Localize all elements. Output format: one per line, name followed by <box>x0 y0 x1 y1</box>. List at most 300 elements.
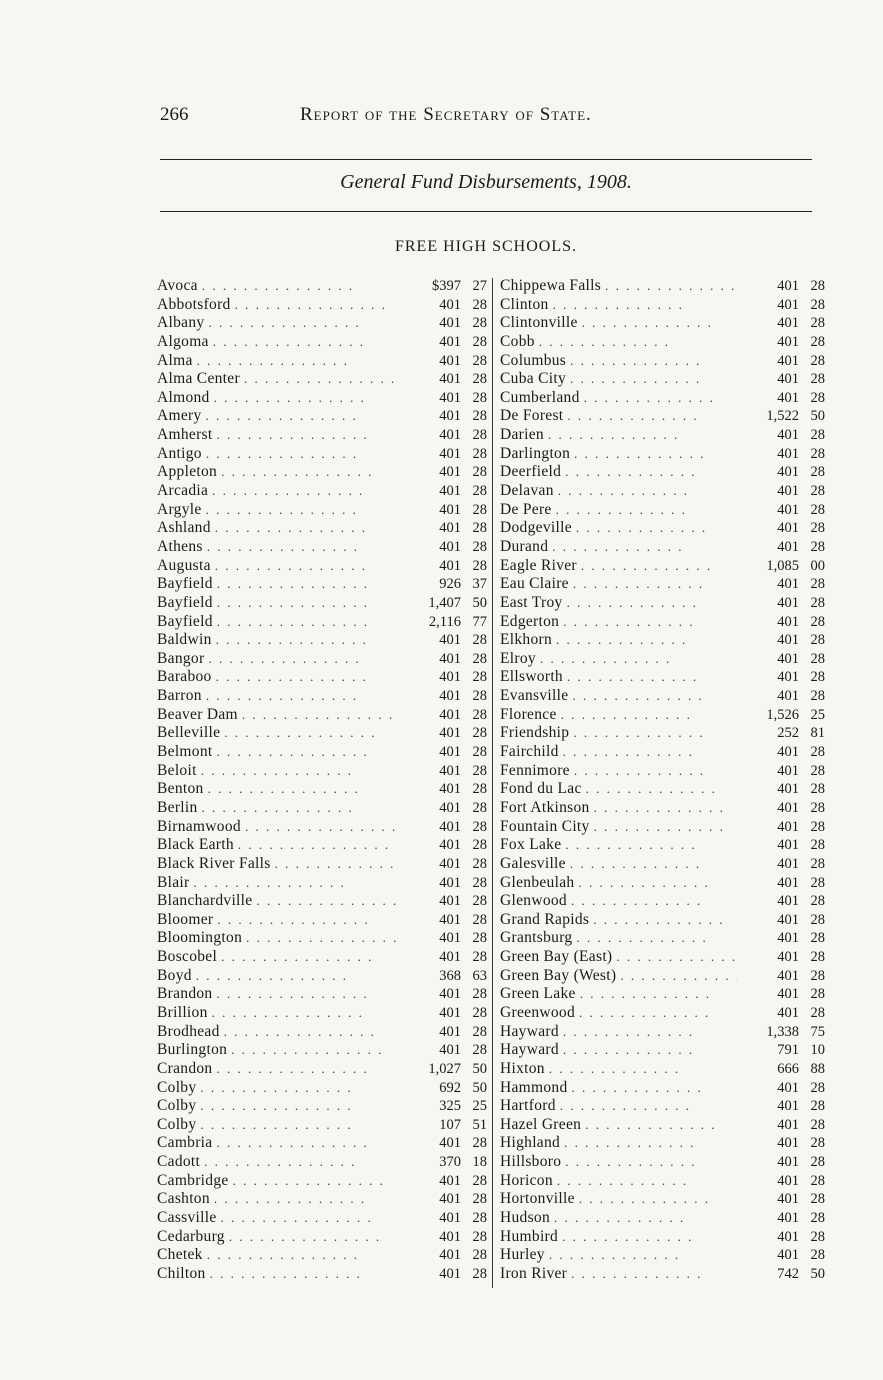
amount-cents: 28 <box>472 1191 487 1208</box>
school-name: Augusta <box>157 556 211 574</box>
school-name: Evansville <box>500 687 569 705</box>
column-divider <box>492 278 493 1288</box>
table-row <box>500 389 825 408</box>
school-name: De Forest <box>500 407 564 425</box>
amount-dollars: 401 <box>439 762 461 779</box>
table-row <box>157 501 487 520</box>
amount-cents: 28 <box>810 333 825 350</box>
amount-cents: 28 <box>472 632 487 649</box>
school-name: Glenwood <box>500 892 567 910</box>
dot-leader <box>206 445 356 464</box>
amount-cents: 28 <box>810 762 825 779</box>
bottom-rule <box>160 211 812 212</box>
school-name: Columbus <box>500 351 567 369</box>
amount-cents: 28 <box>810 781 825 798</box>
table-row <box>500 445 825 464</box>
table-row <box>500 724 825 743</box>
amount-cents: 00 <box>810 557 825 574</box>
school-name: Fennimore <box>500 761 570 779</box>
table-row <box>157 631 487 650</box>
table-row <box>500 892 825 911</box>
table-row <box>500 874 825 893</box>
table-row <box>500 426 825 445</box>
amount-dollars: 401 <box>439 1023 461 1040</box>
table-row <box>500 1190 825 1209</box>
amount-cents: 28 <box>810 632 825 649</box>
dot-leader <box>216 1060 366 1079</box>
table-row <box>157 277 487 296</box>
amount-dollars: 1,338 <box>766 1023 799 1040</box>
school-name: Hayward <box>500 1041 559 1059</box>
amount-cents: 28 <box>810 352 825 369</box>
table-row <box>157 1097 487 1116</box>
school-name: Colby <box>157 1115 197 1133</box>
school-name: Green Bay (West) <box>500 966 617 984</box>
table-row <box>157 389 487 408</box>
amount-dollars: 1,085 <box>766 557 799 574</box>
amount-dollars: 401 <box>777 501 799 518</box>
school-name: Grantsburg <box>500 929 573 947</box>
school-name: Friendship <box>500 724 570 742</box>
table-row <box>500 985 825 1004</box>
dot-leader <box>571 1265 701 1284</box>
school-name: Chilton <box>157 1264 206 1282</box>
dot-leader <box>585 1116 715 1135</box>
amount-cents: 28 <box>810 576 825 593</box>
amount-dollars: 401 <box>439 949 461 966</box>
amount-cents: 28 <box>810 1004 825 1021</box>
dot-leader <box>573 724 703 743</box>
school-name: Brandon <box>157 985 213 1003</box>
dot-leader <box>567 668 697 687</box>
page-number: 266 <box>160 104 189 125</box>
school-name: Appleton <box>157 463 218 481</box>
amount-cents: 28 <box>472 557 487 574</box>
school-name: Glenbeulah <box>500 873 575 891</box>
school-name: Bayfield <box>157 575 213 593</box>
amount-cents: 28 <box>810 893 825 910</box>
amount-dollars: 401 <box>439 1247 461 1264</box>
amount-dollars: 742 <box>777 1265 799 1282</box>
dot-leader <box>256 892 399 911</box>
school-name: Beaver Dam <box>157 705 238 723</box>
school-name: Colby <box>157 1078 197 1096</box>
amount-dollars: 401 <box>439 1004 461 1021</box>
table-row <box>157 762 487 781</box>
table-row <box>157 892 487 911</box>
table-row <box>500 296 825 315</box>
amount-cents: 28 <box>472 1228 487 1245</box>
dot-leader <box>215 519 365 538</box>
amount-cents: 28 <box>472 315 487 332</box>
amount-dollars: 401 <box>439 1265 461 1282</box>
dot-leader <box>562 1228 692 1247</box>
amount-dollars: 926 <box>439 576 461 593</box>
dot-leader <box>224 1023 374 1042</box>
amount-cents: 28 <box>472 706 487 723</box>
dot-leader <box>200 1079 350 1098</box>
school-name: Greenwood <box>500 1003 576 1021</box>
amount-cents: 50 <box>810 408 825 425</box>
dot-leader <box>579 1190 709 1209</box>
amount-cents: 75 <box>810 1023 825 1040</box>
school-name: Boscobel <box>157 948 218 966</box>
amount-cents: 27 <box>472 278 487 294</box>
amount-dollars: 107 <box>439 1116 461 1133</box>
dot-leader <box>565 1153 695 1172</box>
amount-cents: 28 <box>472 893 487 910</box>
table-row <box>157 613 487 632</box>
dot-leader <box>246 929 396 948</box>
dot-leader <box>549 1246 679 1265</box>
amount-dollars: 401 <box>777 520 799 537</box>
dot-leader <box>586 780 716 799</box>
school-name: Hillsboro <box>500 1153 562 1171</box>
table-row <box>500 1228 825 1247</box>
amount-dollars: 401 <box>777 799 799 816</box>
amount-dollars: 401 <box>777 781 799 798</box>
amount-cents: 28 <box>472 445 487 462</box>
table-row <box>157 874 487 893</box>
dot-leader <box>194 874 344 893</box>
amount-dollars: 401 <box>439 483 461 500</box>
amount-dollars: 692 <box>439 1079 461 1096</box>
school-name: Fountain City <box>500 817 590 835</box>
amount-cents: 28 <box>472 744 487 761</box>
dot-leader <box>229 1228 379 1247</box>
school-name: Hudson <box>500 1209 551 1227</box>
table-row <box>500 1041 825 1060</box>
amount-dollars: 401 <box>439 315 461 332</box>
school-name: Grand Rapids <box>500 910 590 928</box>
amount-dollars: 401 <box>439 781 461 798</box>
school-name: Cuba City <box>500 370 566 388</box>
table-row <box>157 687 487 706</box>
amount-cents: 28 <box>472 333 487 350</box>
table-row <box>500 1023 825 1042</box>
amount-dollars: 401 <box>439 837 461 854</box>
amount-cents: 28 <box>472 483 487 500</box>
table-row <box>157 855 487 874</box>
dot-leader <box>616 948 737 967</box>
table-row <box>500 631 825 650</box>
school-name: Alma Center <box>157 370 240 388</box>
table-row <box>157 426 487 445</box>
table-row <box>157 575 487 594</box>
school-name: Athens <box>157 537 203 555</box>
school-name: Cashton <box>157 1190 210 1208</box>
dot-leader <box>581 557 711 576</box>
school-name: Elkhorn <box>500 631 553 649</box>
amount-dollars: 401 <box>777 315 799 332</box>
school-name: Hurley <box>500 1246 545 1264</box>
right-column <box>500 277 825 1284</box>
amount-dollars: 401 <box>439 445 461 462</box>
dot-leader <box>565 836 695 855</box>
table-row <box>157 538 487 557</box>
school-name: Iron River <box>500 1264 568 1282</box>
amount-dollars: 401 <box>439 389 461 406</box>
amount-dollars: 791 <box>777 1042 799 1059</box>
amount-cents: 28 <box>810 688 825 705</box>
table-row <box>157 1023 487 1042</box>
amount-cents: 28 <box>472 538 487 555</box>
school-name: Cadott <box>157 1153 201 1171</box>
table-row <box>500 1153 825 1172</box>
table-row <box>500 463 825 482</box>
dot-leader <box>217 575 367 594</box>
amount-cents: 28 <box>472 818 487 835</box>
table-row <box>157 1153 487 1172</box>
amount-cents: 28 <box>810 483 825 500</box>
amount-dollars: 401 <box>777 1228 799 1245</box>
amount-cents: 28 <box>472 986 487 1003</box>
amount-dollars: 401 <box>439 520 461 537</box>
school-name: Chetek <box>157 1246 203 1264</box>
table-row <box>157 1190 487 1209</box>
amount-dollars: 325 <box>439 1098 461 1115</box>
table-row <box>157 724 487 743</box>
school-name: Clinton <box>500 295 549 313</box>
school-name: Hixton <box>500 1059 545 1077</box>
school-name: Humbird <box>500 1227 559 1245</box>
dot-leader <box>210 1265 360 1284</box>
amount-cents: 28 <box>810 650 825 667</box>
dot-leader <box>563 613 693 632</box>
amount-dollars: 401 <box>777 483 799 500</box>
amount-dollars: 401 <box>777 1098 799 1115</box>
amount-dollars: 401 <box>777 389 799 406</box>
table-row <box>500 818 825 837</box>
table-row <box>157 407 487 426</box>
school-name: Amherst <box>157 426 213 444</box>
dot-leader <box>574 445 704 464</box>
school-name: Edgerton <box>500 612 560 630</box>
table-row <box>500 948 825 967</box>
table-row <box>157 1265 487 1284</box>
table-row <box>157 463 487 482</box>
dot-leader <box>563 1023 693 1042</box>
school-name: Burlington <box>157 1041 228 1059</box>
table-row <box>157 911 487 930</box>
amount-dollars: 401 <box>439 1042 461 1059</box>
school-name: Chippewa Falls <box>500 277 602 294</box>
table-row <box>500 911 825 930</box>
amount-cents: 28 <box>472 762 487 779</box>
dot-leader <box>565 463 695 482</box>
amount-cents: 28 <box>810 967 825 984</box>
school-name: Fond du Lac <box>500 780 582 798</box>
amount-dollars: 401 <box>439 650 461 667</box>
dot-leader <box>206 687 356 706</box>
dot-leader <box>554 1209 684 1228</box>
school-name: Highland <box>500 1134 561 1152</box>
amount-dollars: 401 <box>777 1191 799 1208</box>
amount-dollars: 401 <box>439 744 461 761</box>
dot-leader <box>215 557 365 576</box>
amount-cents: 28 <box>810 1154 825 1171</box>
table-row <box>500 1097 825 1116</box>
amount-dollars: 252 <box>777 725 799 742</box>
amount-cents: 25 <box>810 706 825 723</box>
dot-leader <box>576 929 706 948</box>
school-name: Alma <box>157 351 193 369</box>
dot-leader <box>574 762 704 781</box>
dot-leader <box>572 1079 702 1098</box>
school-name: Hayward <box>500 1022 559 1040</box>
school-name: Arcadia <box>157 482 209 500</box>
dot-leader <box>275 855 399 874</box>
table-row <box>157 594 487 613</box>
amount-dollars: 401 <box>777 613 799 630</box>
dot-leader <box>216 426 366 445</box>
amount-dollars: 401 <box>439 818 461 835</box>
table-row <box>157 1004 487 1023</box>
dot-leader <box>217 911 367 930</box>
school-name: Belleville <box>157 724 221 742</box>
amount-cents: 50 <box>472 1079 487 1096</box>
table-row <box>500 1060 825 1079</box>
amount-dollars: 401 <box>777 632 799 649</box>
table-row <box>500 762 825 781</box>
amount-cents: 28 <box>472 352 487 369</box>
school-name: Argyle <box>157 500 202 518</box>
dot-leader <box>605 277 735 296</box>
dot-leader <box>207 1246 357 1265</box>
table-row <box>157 314 487 333</box>
amount-cents: 50 <box>472 1060 487 1077</box>
amount-cents: 28 <box>810 874 825 891</box>
dot-leader <box>238 836 388 855</box>
amount-cents: 28 <box>810 278 825 294</box>
amount-dollars: 401 <box>777 855 799 872</box>
amount-cents: 28 <box>810 837 825 854</box>
amount-dollars: 401 <box>439 352 461 369</box>
running-title: Report of the Secretary of State. <box>300 104 592 125</box>
table-row <box>500 557 825 576</box>
dot-leader <box>563 1041 693 1060</box>
school-name: Baraboo <box>157 668 212 686</box>
amount-dollars: 401 <box>777 576 799 593</box>
dot-leader <box>579 1004 709 1023</box>
school-name: East Troy <box>500 593 563 611</box>
amount-dollars: 401 <box>777 1116 799 1133</box>
dot-leader <box>567 594 697 613</box>
school-name: Algoma <box>157 332 209 350</box>
amount-dollars: 401 <box>439 874 461 891</box>
table-row <box>500 333 825 352</box>
dot-leader <box>552 538 682 557</box>
table-row <box>500 277 825 296</box>
school-name: Green Lake <box>500 985 576 1003</box>
amount-cents: 28 <box>472 669 487 686</box>
amount-dollars: 401 <box>439 706 461 723</box>
table-row <box>500 929 825 948</box>
dot-leader <box>221 1209 371 1228</box>
dot-leader <box>620 967 737 986</box>
amount-cents: 28 <box>810 1079 825 1096</box>
amount-dollars: 401 <box>439 911 461 928</box>
amount-dollars: 1,522 <box>766 408 799 425</box>
dot-leader <box>571 892 701 911</box>
school-name: Delavan <box>500 482 554 500</box>
amount-cents: 28 <box>472 799 487 816</box>
dot-leader <box>556 501 686 520</box>
school-name: Cumberland <box>500 388 580 406</box>
amount-dollars: 401 <box>777 427 799 444</box>
amount-dollars: 401 <box>777 986 799 1003</box>
amount-dollars: 401 <box>777 762 799 779</box>
dot-leader <box>213 333 363 352</box>
amount-cents: 77 <box>472 613 487 630</box>
amount-cents: 28 <box>810 501 825 518</box>
school-name: Blair <box>157 873 190 891</box>
amount-dollars: 401 <box>439 296 461 313</box>
amount-dollars: 401 <box>439 986 461 1003</box>
table-row <box>500 1079 825 1098</box>
school-name: Cobb <box>500 332 535 350</box>
school-name: Fort Atkinson <box>500 798 590 816</box>
amount-cents: 28 <box>810 1135 825 1152</box>
school-name: Bayfield <box>157 612 213 630</box>
table-row <box>500 482 825 501</box>
dot-leader <box>576 519 706 538</box>
dot-leader <box>540 650 670 669</box>
amount-dollars: 401 <box>777 911 799 928</box>
school-name: Eau Claire <box>500 575 569 593</box>
dot-leader <box>208 314 358 333</box>
dot-leader <box>572 687 702 706</box>
dot-leader <box>224 724 374 743</box>
table-row <box>500 1209 825 1228</box>
dot-leader <box>567 407 697 426</box>
dot-leader <box>202 277 352 296</box>
amount-dollars: 401 <box>439 408 461 425</box>
school-name: Baldwin <box>157 631 212 649</box>
amount-cents: 28 <box>810 427 825 444</box>
amount-cents: 28 <box>810 613 825 630</box>
table-row <box>157 1209 487 1228</box>
school-name: Cedarburg <box>157 1227 225 1245</box>
school-name: Belmont <box>157 743 213 761</box>
amount-dollars: 401 <box>777 837 799 854</box>
dot-leader <box>208 650 358 669</box>
amount-dollars: 401 <box>777 333 799 350</box>
table-row <box>500 1246 825 1265</box>
school-name: Bayfield <box>157 593 213 611</box>
amount-cents: 28 <box>810 296 825 313</box>
amount-dollars: 401 <box>439 464 461 481</box>
school-name: Hartford <box>500 1097 556 1115</box>
amount-cents: 28 <box>472 911 487 928</box>
table-row <box>500 668 825 687</box>
amount-cents: 28 <box>810 855 825 872</box>
dot-leader <box>557 1172 687 1191</box>
amount-cents: 28 <box>810 1210 825 1227</box>
amount-cents: 28 <box>472 1172 487 1189</box>
table-row <box>500 855 825 874</box>
table-row <box>500 967 825 986</box>
dot-leader <box>233 1172 383 1191</box>
dot-leader <box>217 613 367 632</box>
dot-leader <box>200 1097 350 1116</box>
table-row <box>157 1134 487 1153</box>
dot-leader <box>584 389 714 408</box>
table-row <box>500 538 825 557</box>
amount-cents: 28 <box>472 464 487 481</box>
school-name: Hammond <box>500 1078 568 1096</box>
dot-leader <box>216 1134 366 1153</box>
